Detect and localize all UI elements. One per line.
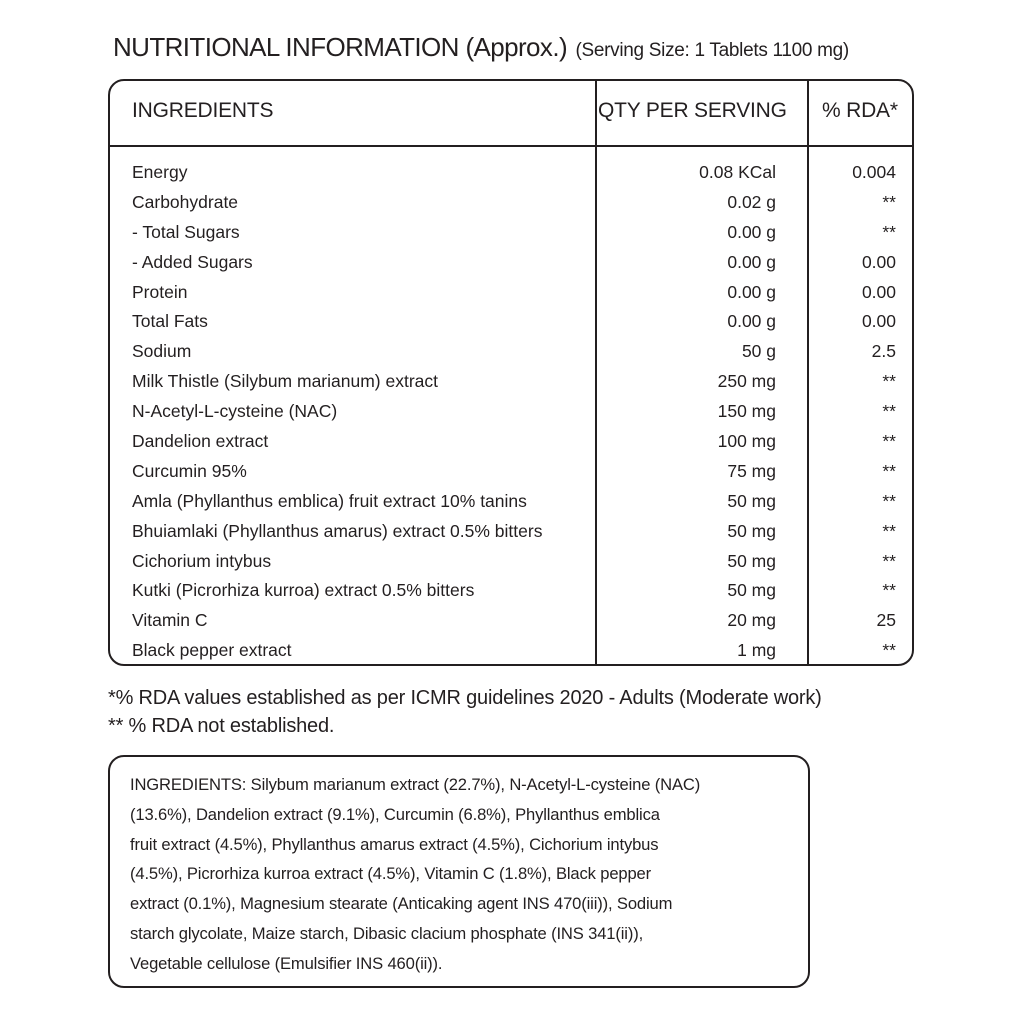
rda-value: 25 <box>876 610 896 631</box>
qty-value: 1 mg <box>737 640 776 661</box>
header-ingredients: INGREDIENTS <box>132 99 274 122</box>
qty-value: 0.00 g <box>727 311 776 332</box>
table-row <box>110 159 912 189</box>
ingredient-name: Carbohydrate <box>132 191 239 212</box>
table-row <box>110 488 912 518</box>
rda-value: ** <box>882 431 896 452</box>
rda-value: ** <box>882 550 896 571</box>
qty-value: 0.08 KCal <box>699 162 776 182</box>
qty-value: 0.00 g <box>727 221 776 242</box>
table-row <box>110 249 912 279</box>
rda-value: ** <box>882 191 896 212</box>
rda-value: ** <box>882 460 896 481</box>
header-qty-per-serving: QTY PER SERVING <box>598 99 787 122</box>
ingredient-name: Black pepper extract <box>132 640 292 661</box>
table-row <box>110 577 912 607</box>
qty-value: 50 mg <box>727 580 776 601</box>
ingredients-line: extract (0.1%), Magnesium stearate (Anticaking agent INS 470(iii)), Sodium <box>130 894 673 914</box>
table-row <box>110 398 912 428</box>
qty-value: 50 g <box>741 341 776 362</box>
rda-value: ** <box>882 640 896 661</box>
ingredient-name: Cichorium intybus <box>132 550 272 571</box>
rda-value: ** <box>882 371 896 392</box>
ingredients-text <box>130 770 790 979</box>
qty-value: 0.00 g <box>727 251 776 272</box>
ingredient-name: Amla (Phyllanthus emblica) fruit extract 10% tanins <box>132 490 527 511</box>
ingredient-name: Total Fats <box>132 311 208 332</box>
rda-value: 2.5 <box>871 341 896 362</box>
title-main: NUTRITIONAL INFORMATION (Approx.) <box>113 32 568 62</box>
qty-value: 20 mg <box>727 610 776 631</box>
rda-value: 0.00 <box>861 251 896 272</box>
ingredient-name: - Added Sugars <box>132 251 253 272</box>
table-row <box>110 279 912 309</box>
ingredient-name: Dandelion extract <box>132 431 269 452</box>
table-body <box>110 159 912 667</box>
qty-value: 150 mg <box>717 401 776 422</box>
qty-value: 0.02 g <box>727 191 776 212</box>
table-row <box>110 308 912 338</box>
table-row <box>110 458 912 488</box>
ingredient-name: Energy <box>132 162 188 182</box>
rda-value: 0.00 <box>861 281 896 302</box>
ingredients-line: (4.5%), Picrorhiza kurroa extract (4.5%), Vitamin C (1.8%), Black pepper <box>130 864 652 884</box>
footnote-rda-basis: *% RDA values established as per ICMR guidelines 2020 - Adults (Moderate work) <box>108 687 822 709</box>
table-row <box>110 637 912 667</box>
ingredient-name: Bhuiamlaki (Phyllanthus amarus) extract 0.5% bitters <box>132 520 543 541</box>
ingredients-line: fruit extract (4.5%), Phyllanthus amarus extract (4.5%), Cichorium intybus <box>130 834 659 854</box>
table-row <box>110 607 912 637</box>
ingredients-line: (13.6%), Dandelion extract (9.1%), Curcumin (6.8%), Phyllanthus emblica <box>130 804 660 824</box>
table-row <box>110 338 912 368</box>
ingredients-line: INGREDIENTS: Silybum marianum extract (22.7%), N-Acetyl-L-cysteine (NAC) <box>130 775 701 794</box>
ingredient-name: Milk Thistle (Silybum marianum) extract <box>132 371 438 392</box>
ingredient-name: Protein <box>132 281 188 302</box>
ingredient-name: Kutki (Picrorhiza kurroa) extract 0.5% bitters <box>132 580 475 601</box>
table-row <box>110 219 912 249</box>
table-row <box>110 428 912 458</box>
table-row <box>110 518 912 548</box>
qty-value: 50 mg <box>727 520 776 541</box>
ingredient-name: Vitamin C <box>132 610 208 631</box>
rda-value: ** <box>882 580 896 601</box>
rda-value: ** <box>882 221 896 242</box>
qty-value: 250 mg <box>717 371 776 392</box>
ingredient-name: N-Acetyl-L-cysteine (NAC) <box>132 401 338 422</box>
ingredient-name: Sodium <box>132 341 192 362</box>
rda-value: 0.00 <box>861 311 896 332</box>
footnote-rda-missing: ** % RDA not established. <box>108 715 335 737</box>
qty-value: 0.00 g <box>727 281 776 302</box>
rda-value: ** <box>882 490 896 511</box>
ingredients-line: Vegetable cellulose (Emulsifier INS 460(ii)). <box>130 953 443 973</box>
table-row <box>110 189 912 219</box>
nutrition-table <box>108 79 914 666</box>
rda-value: ** <box>882 401 896 422</box>
page-title <box>113 32 849 63</box>
qty-value: 100 mg <box>717 431 776 452</box>
ingredient-name: Curcumin 95% <box>132 460 247 481</box>
qty-value: 75 mg <box>727 460 776 481</box>
qty-value: 50 mg <box>727 550 776 571</box>
header-rda: % RDA* <box>822 99 898 122</box>
table-row <box>110 368 912 398</box>
footnotes <box>108 684 822 740</box>
qty-value: 50 mg <box>727 490 776 511</box>
ingredient-name: - Total Sugars <box>132 221 240 242</box>
header-divider <box>110 145 912 147</box>
serving-size: (Serving Size: 1 Tablets 1100 mg) <box>575 40 849 61</box>
table-row <box>110 548 912 578</box>
rda-value: 0.004 <box>852 162 896 182</box>
rda-value: ** <box>882 520 896 541</box>
ingredients-box <box>108 755 810 988</box>
ingredients-line: starch glycolate, Maize starch, Dibasic clacium phosphate (INS 341(ii)), <box>130 923 644 943</box>
